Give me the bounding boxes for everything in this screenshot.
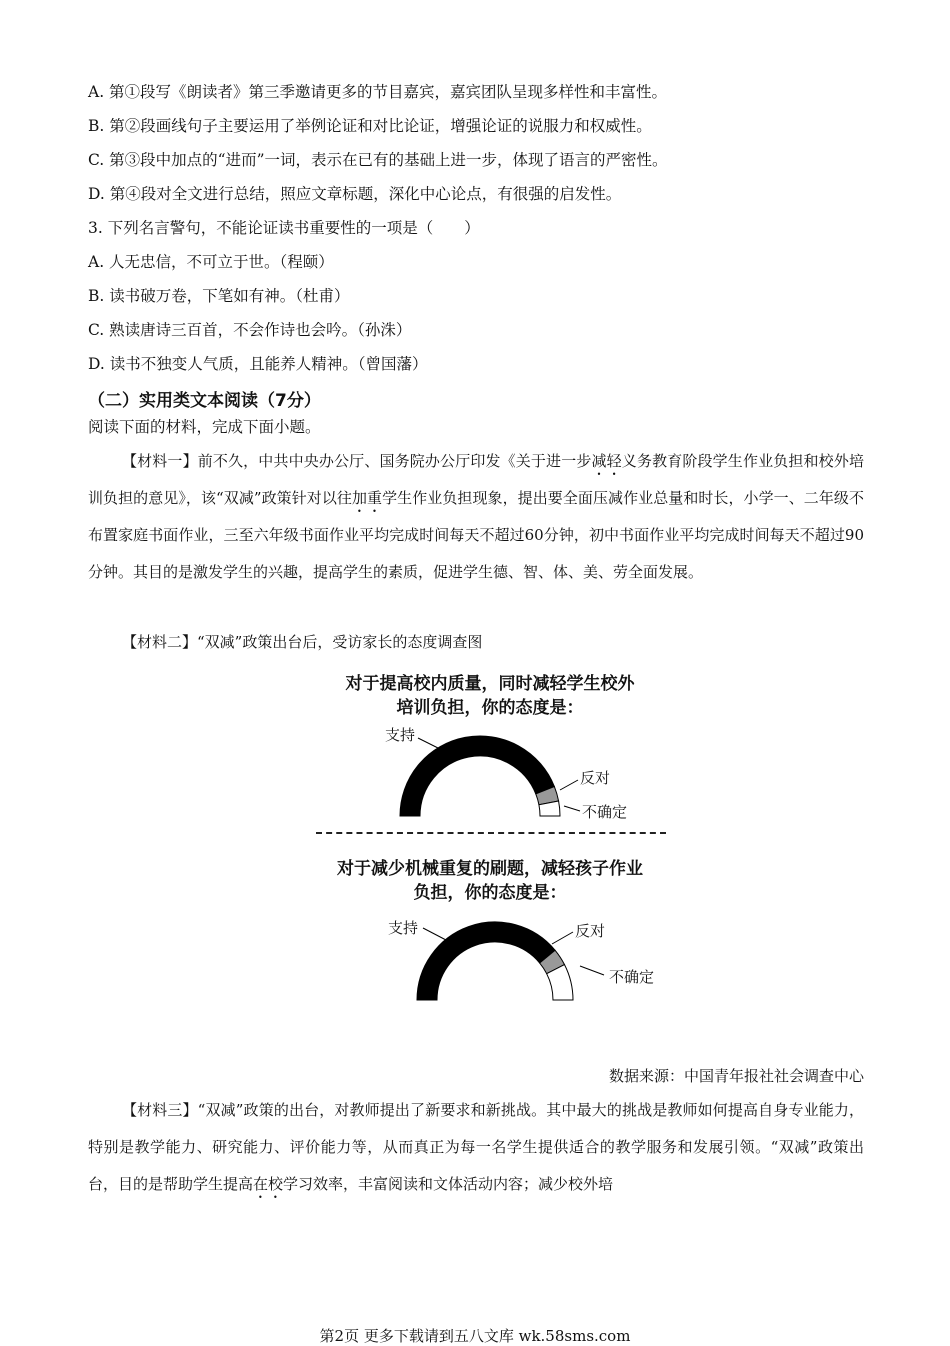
chart1-label-unsure: 不确定: [582, 803, 628, 821]
chart1-label-support: 支持: [385, 726, 416, 744]
chart1-leader-support: [418, 738, 438, 748]
material-one-text-3: 学生作业负担现象，提出要全面压减作业总量和时长，小学一、二年级不布置家庭书面作业，三至六年级书面作业平均完成时间每天不超过60分钟，初中书面作业平均完成时间每天不超过90分钟。其目的是激发学生的兴趣，提高学生的素质，促进学生德、智、体、美、劳全面发展。: [88, 489, 864, 581]
q3-option-a: A. 人无忠信，不可立于世。（程颐）: [88, 253, 334, 271]
data-source: 数据来源：中国青年报社社会调查中心: [608, 1067, 864, 1085]
page-footer: 第2页 更多下载请到五八文库 wk.58sms.com: [319, 1327, 631, 1345]
chart2-slice-support: [417, 922, 555, 1000]
chart2-leader-oppose: [552, 932, 573, 944]
chart1-title-line2: 培训负担，你的态度是：: [396, 698, 584, 718]
section-title: （二）实用类文本阅读（7分）: [88, 391, 321, 411]
q2-option-b: B. 第②段画线句子主要运用了举例论证和对比论证，增强论证的说服力和权威性。: [88, 117, 652, 135]
chart1-arcs: [400, 736, 560, 816]
chart2-title-line1: 对于减少机械重复的刷题，减轻孩子作业: [337, 859, 643, 879]
chart1-slice-support: [400, 736, 554, 816]
chart2-title-line2: 负担，你的态度是：: [413, 883, 567, 903]
chart2-label-unsure: 不确定: [609, 968, 655, 986]
q3-option-d: D. 读书不独变人气质，且能养人精神。（曾国藩）: [88, 355, 428, 373]
material-three-text-2: 学习效率，丰富阅读和文体活动内容；减少校外培: [283, 1175, 614, 1193]
q3-option-c: C. 熟读唐诗三百首，不会作诗也会吟。（孙洙）: [88, 321, 412, 339]
chart2-label-support: 支持: [388, 919, 419, 937]
chart2-label-oppose: 反对: [575, 922, 606, 940]
emphasis-word-jiazhong: 加重: [351, 489, 383, 507]
q2-option-d: D. 第④段对全文进行总结，照应文章标题，深化中心论点，有很强的启发性。: [88, 185, 622, 203]
chart1-label-oppose: 反对: [580, 769, 611, 787]
section-instruction: 阅读下面的材料，完成下面小题。: [88, 418, 321, 436]
chart2-leader-unsure: [580, 966, 604, 975]
material-one-text-2: 义务教育阶段学生作业负担和校外培训负担的意见》，该“双减”政策针对以往: [88, 452, 864, 507]
emphasis-word-zaixiao: 在校: [253, 1175, 284, 1193]
q2-option-c: C. 第③段中加点的“进而”一词，表示在已有的基础上进一步，体现了语言的严密性。: [88, 151, 668, 169]
material-two-caption-text: 【材料二】“双减”政策出台后，受访家长的态度调查图: [122, 633, 483, 651]
emphasis-word-jianqing: 减轻: [591, 452, 622, 470]
q2-option-a: A. 第①段写《朗读者》第三季邀请更多的节目嘉宾，嘉宾团队呈现多样性和丰富性。: [88, 83, 668, 101]
q3-option-b: B. 读书破万卷，下笔如有神。（杜甫）: [88, 287, 350, 305]
chart1-title-line1: 对于提高校内质量，同时减轻学生校外: [345, 674, 635, 694]
chart2-arcs: [417, 922, 573, 1000]
material-three: [88, 1092, 864, 1203]
material-one-text-1: 【材料一】前不久，中共中央办公厅、国务院办公厅印发《关于进一步: [122, 452, 592, 470]
chart1-leader-unsure: [564, 806, 580, 811]
chart2-leader-support: [423, 928, 446, 940]
material-three-text-1: 【材料三】“双减”政策的出台，对教师提出了新要求和新挑战。其中最大的挑战是教师如何提高自身专业能力，特别是教学能力、研究能力、评价能力等，从而真正为每一名学生提供适合的教学服务和发展引领。“双减”政策出台，目的是帮助学生提高: [88, 1101, 864, 1193]
chart1-leader-oppose: [560, 780, 578, 790]
q3-stem: 3. 下列名言警句，不能论证读书重要性的一项是（ ）: [88, 219, 480, 237]
